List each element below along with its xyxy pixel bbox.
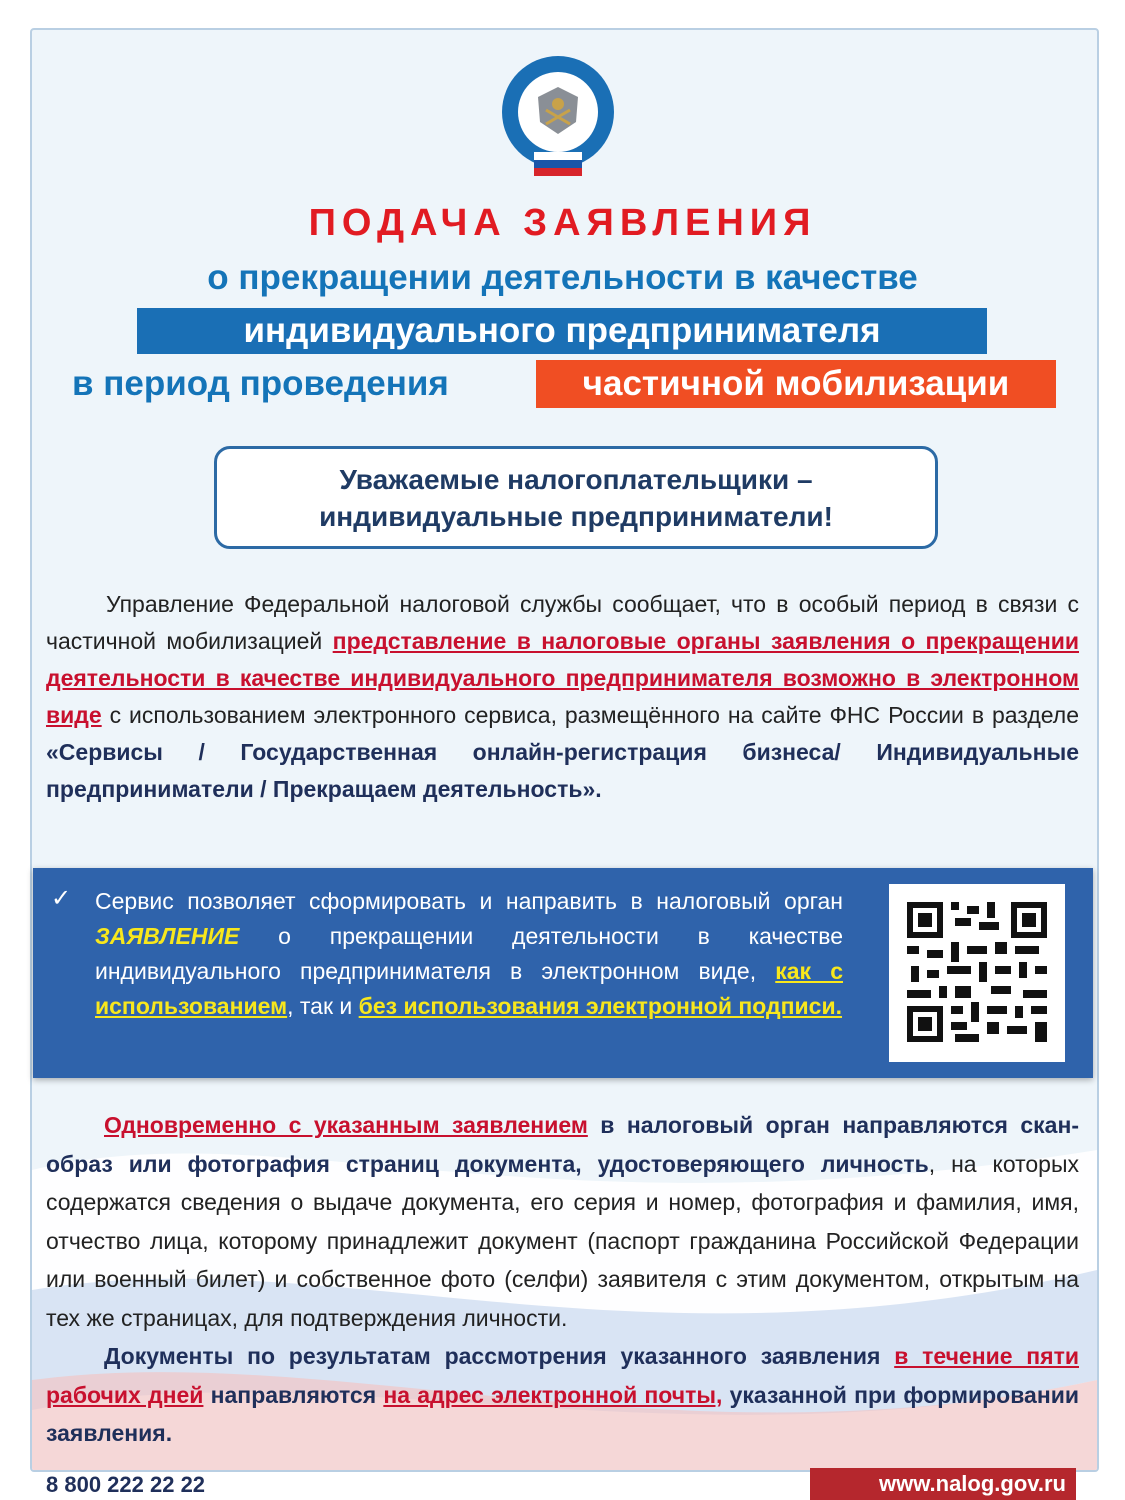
greeting-box xyxy=(214,446,938,549)
service-t2: ЗАЯВЛЕНИЕ xyxy=(95,923,240,949)
paragraph2-f: направляются xyxy=(203,1381,384,1408)
footer-phone[interactable]: 8 800 222 22 22 xyxy=(46,1472,206,1497)
service-t3: о прекращении деятельности в качестве индивидуального предпринимателя в электронном виде, xyxy=(95,923,843,984)
service-t1: Сервис позволяет сформировать и направить в налоговый орган xyxy=(95,888,843,914)
paragraph2-c: , на которых содержатся сведения о выдаче документа, его серия и номер, фотография и фамилия, имя, отчество лица, которому принадлежит документ (паспорт гражданина Российской Федерации или военный билет) и собственное фото (селфи) заявителя с этим документом, открытым на тех же страницах, для подтверждения личности. xyxy=(46,1150,1079,1331)
paragraph2-b: в налоговый орган направляются скан-образ или фотография страниц документа, удостоверяющего личность xyxy=(46,1112,1079,1177)
title-line3: индивидуального предпринимателя xyxy=(137,308,987,354)
paragraph1-highlight: представление в налоговые органы заявления о прекращении деятельности в качестве индивидуального предпринимателя возможно в электронном виде xyxy=(46,628,1079,728)
paragraph2-d: Документы по результатам рассмотрения указанного заявления xyxy=(104,1343,895,1369)
check-icon: ✓ xyxy=(51,885,72,912)
paragraph1-intro: Управление Федеральной налоговой службы сообщает, что в особый период в связи с частичной мобилизацией xyxy=(46,591,1079,654)
fns-emblem-icon xyxy=(498,52,618,184)
service-t6: без использования электронной подписи. xyxy=(358,993,842,1019)
title-line2: о прекращении деятельности в качестве xyxy=(207,258,918,297)
paragraph1-section: «Сервисы / Государственная онлайн-регистрация бизнеса/ Индивидуальные предприниматели / Прекращаем деятельность». xyxy=(46,739,1079,802)
title-line4a: в период проведения xyxy=(72,364,449,403)
paragraph2-g: на адрес электронной почты, xyxy=(383,1381,723,1408)
paragraph-intro xyxy=(46,586,1079,808)
service-t4: как с использованием xyxy=(95,958,843,1019)
title-main: ПОДАЧА ЗАЯВЛЕНИЯ xyxy=(308,202,817,244)
service-text xyxy=(95,884,843,1024)
paragraph2-a: Одновременно с указанным заявлением xyxy=(104,1112,588,1138)
paragraph2-h: указанной при формировании заявления. xyxy=(46,1381,1080,1446)
service-t5: , так и xyxy=(287,993,359,1019)
paragraph1-middle: с использованием электронного сервиса, размещённого на сайте ФНС России в разделе xyxy=(101,702,1079,728)
qr-code-icon xyxy=(907,902,1047,1042)
paragraph2-e: в течение пяти рабочих дней xyxy=(46,1343,1079,1408)
title-line4b: частичной мобилизации xyxy=(536,360,1056,408)
service-box xyxy=(33,868,1093,1078)
footer-site-link[interactable]: www.nalog.gov.ru xyxy=(810,1468,1076,1500)
greeting-line2: индивидуальные предприниматели! xyxy=(319,501,833,532)
greeting-line1: Уважаемые налогоплательщики – xyxy=(339,464,813,495)
qr-code[interactable] xyxy=(889,884,1065,1062)
paragraph-documents xyxy=(46,1106,1079,1453)
